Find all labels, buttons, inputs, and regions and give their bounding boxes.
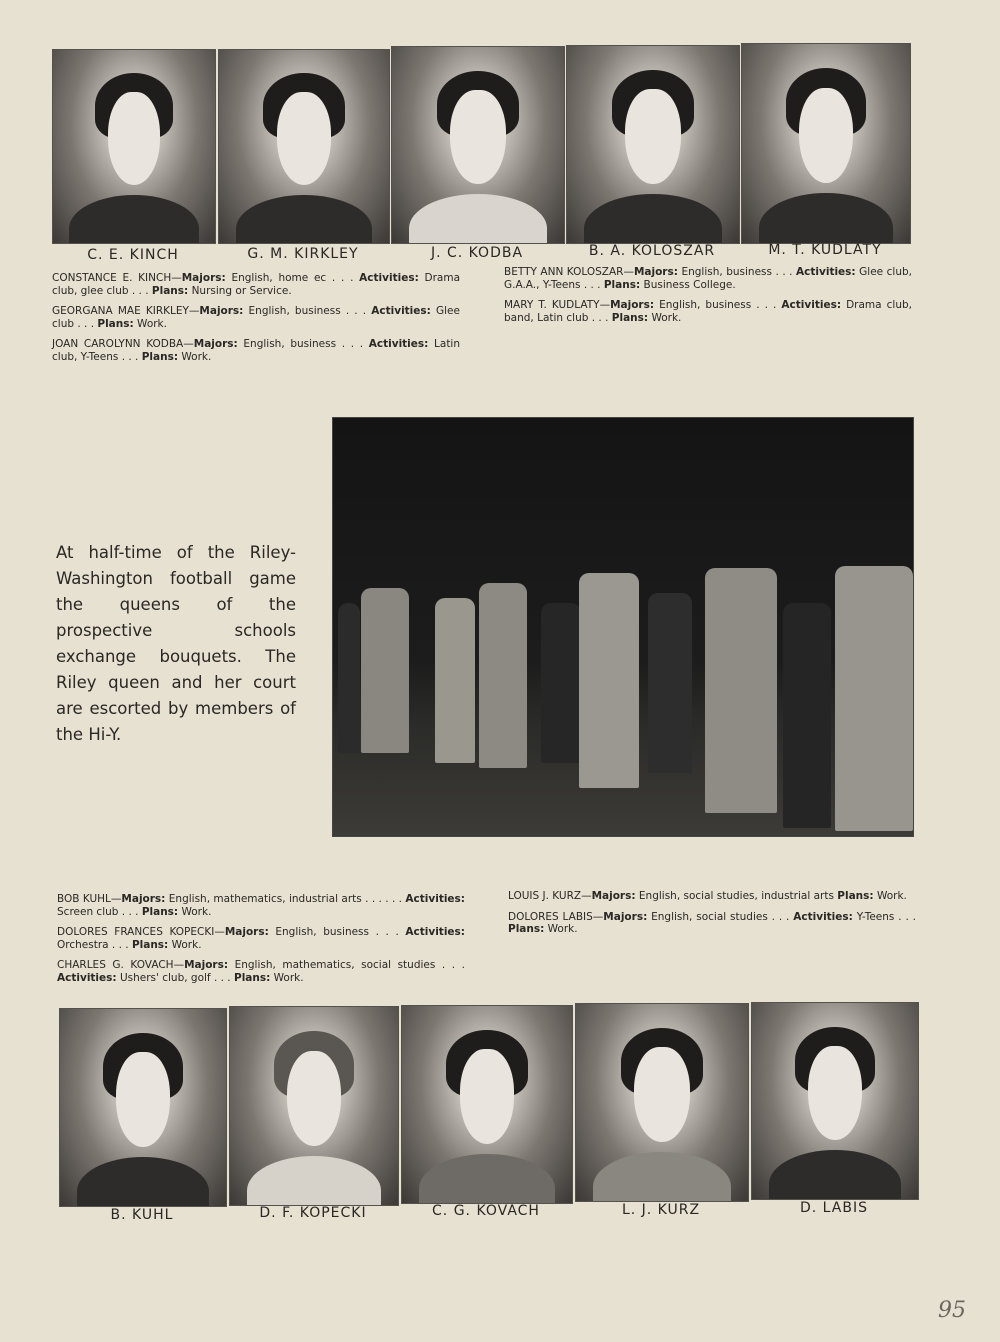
caption-koloszar: B. A. KOLOSZAR (588, 243, 716, 259)
bio-kuhl: BOB KUHL—Majors: English, mathematics, industrial arts . . . . . . Activities: Screen club . . . Plans: Work. (57, 893, 466, 918)
bio-koloszar: BETTY ANN KOLOSZAR—Majors: English, business . . . Activities: Glee club, G.A.A., Y-Teens . . . Plans: Business College. (504, 266, 912, 291)
portrait-kopecki (229, 1006, 399, 1206)
portrait-kovach (401, 1005, 573, 1204)
bio-kopecki: DOLORES FRANCES KOPECKI—Majors: English, business . . . Activities: Orchestra . . . Plans: Work. (57, 926, 465, 951)
portrait-kurz (575, 1003, 749, 1202)
portrait-koloszar (566, 45, 740, 244)
bottom-bios-left (57, 893, 465, 992)
portrait-kirkley (218, 49, 390, 244)
bottom-bios-right (508, 890, 916, 944)
portrait-kodba (391, 46, 565, 244)
caption-kuhl: B. KUHL (110, 1207, 174, 1223)
page-number: 95 (938, 1298, 966, 1323)
bio-kinch: CONSTANCE E. KINCH—Majors: English, home ec . . . Activities: Drama club, glee club . . . Plans: Nursing or Service. (52, 272, 461, 297)
portrait-kinch (52, 49, 216, 244)
caption-kopecki: D. F. KOPECKI (259, 1205, 367, 1221)
bio-labis: DOLORES LABIS—Majors: English, social studies . . . Activities: Y-Teens . . . Plans: Work. (508, 910, 916, 935)
story-paragraph: At half-time of the Riley-Washington football game the queens of the prospective schools exchange bouquets. The Riley queen and her court are escorted by members of the Hi-Y. (56, 543, 296, 744)
top-bios-right (504, 266, 912, 332)
caption-kirkley: G. M. KIRKLEY (247, 246, 359, 262)
portrait-labis (751, 1002, 919, 1200)
portrait-kuhl (59, 1008, 227, 1207)
caption-kurz: L. J. KURZ (621, 1202, 701, 1218)
portrait-kudlaty (741, 43, 911, 244)
caption-labis: D. LABIS (800, 1200, 868, 1216)
top-bios-left (52, 272, 460, 371)
bio-kudlaty: MARY T. KUDLATY—Majors: English, business . . . Activities: Drama club, band, Latin club . . . Plans: Work. (504, 299, 912, 324)
bio-kodba: JOAN CAROLYNN KODBA—Majors: English, business . . . Activities: Latin club, Y-Teens . . . Plans: Work. (52, 338, 461, 363)
caption-kudlaty: M. T. KUDLATY (768, 242, 882, 258)
caption-kinch: C. E. KINCH (87, 247, 179, 263)
caption-kodba: J. C. KODBA (430, 245, 524, 261)
caption-kovach: C. G. KOVACH (432, 1203, 540, 1219)
halftime-group-photo (332, 417, 914, 837)
bio-kurz: LOUIS J. KURZ—Majors: English, social studies, industrial arts Plans: Work. (508, 890, 907, 902)
bio-kirkley: GEORGANA MAE KIRKLEY—Majors: English, business . . . Activities: Glee club . . . Plans: Work. (52, 305, 460, 330)
bio-kovach: CHARLES G. KOVACH—Majors: English, mathematics, social studies . . . Activities: Ushers' club, golf . . . Plans: Work. (57, 959, 465, 984)
